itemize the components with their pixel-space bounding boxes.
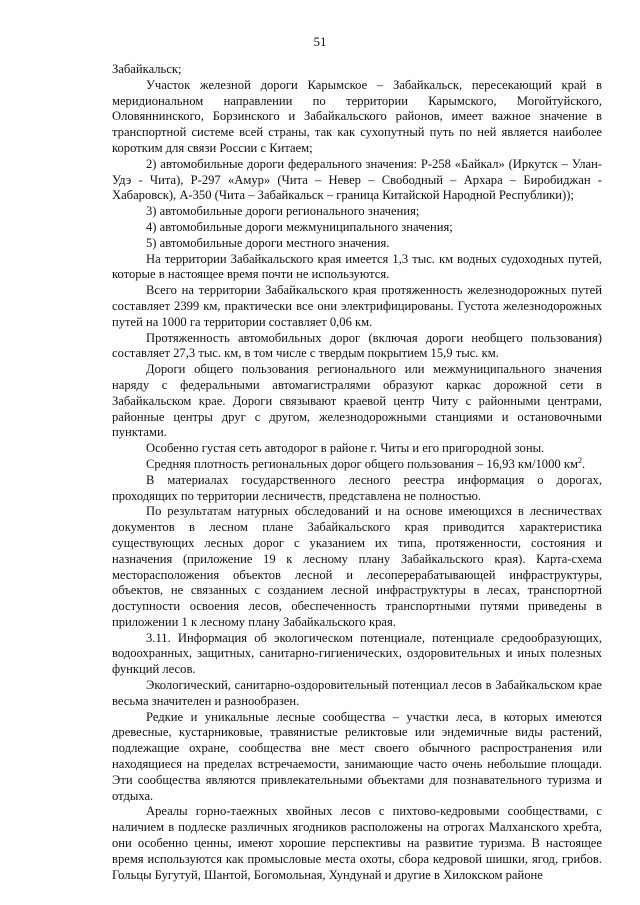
density-text: Средняя плотность региональных дорог общего пользования – 16,93 км/1000 км [146,456,578,471]
paragraph-2: Участок железной дороги Карымское – Забайкальск, пересекающий край в меридиональном направлении по территории Карымского, Могойтуйского, Оловяннинского, Борзинского и Забайкальского районов, имеет важное значение в транспортной системе всей страны, так как сухопутный путь по ней является наиболее коротким для связи России с Китаем; [112,77,602,155]
paragraph-12 [112,457,602,473]
paragraph-9: Протяженность автомобильных дорог (включая дороги необщего пользования) составляет 27,3 тыс. км, в том числе с твердым покрытием 15,9 тыс. км. [112,330,602,361]
paragraph-4: 3) автомобильные дороги регионального значения; [146,204,420,219]
paragraph-7: На территории Забайкальского края имеется 1,3 тыс. км водных судоходных путей, которые в настоящее время почти не используются. [112,251,602,282]
page-number: 51 [313,34,327,49]
paragraph-5: 4) автомобильные дороги межмуниципального значения; [146,219,453,234]
paragraph-16: Экологический, санитарно-оздоровительный потенциал лесов в Забайкальском крае весьма значителен и разнообразен. [112,678,602,708]
paragraph-6: 5) автомобильные дороги местного значения. [146,235,390,250]
document-body [112,62,602,883]
paragraph-13: В материалах государственного лесного реестра информация о дорогах, проходящих по территории лесничеств, представлена не полностью. [112,472,602,503]
paragraph-11: Особенно густая сеть автодорог в районе г. Читы и его пригородной зоны. [146,441,545,456]
density-unit-superscript: 2 [577,455,582,465]
paragraph-8: Всего на территории Забайкальского края протяженность железнодорожных путей составляет 2399 км, практически все они электрифицированы. Густота железнодорожных путей на 1000 га территории составляет 0,06 км. [112,283,602,329]
paragraph-15: 3.11. Информация об экологическом потенциале, потенциале средообразующих, водоохранных, защитных, санитарно-гигиенических, оздоровительных и иных полезных функций лесов. [112,630,602,677]
paragraph-3: 2) автомобильные дороги федерального значения: Р-258 «Байкал» (Иркутск – Улан-Удэ - Чита), Р-297 «Амур» (Чита – Невер – Свободный – Архара – Биробиджан - Хабаровск), А-350 (Чита – Забайкальск – граница Китайской Народной Республики)); [112,156,602,203]
density-end: . [581,456,586,471]
paragraph-18: Ареалы горно-таежных хвойных лесов с пихтово-кедровыми сообществами, с наличием в подлеске различных ягодников расположены на отрогах Малханского хребта, они особенно ценны, имеют хорошие перспективы на развитие туризма. В настоящее время используются как промысловые места охоты, сбора кедровой шишки, ягод, грибов. Гольцы Бугутуй, Шантой, Богомольная, Хундунай и другие в Хилокском районе [112,804,602,882]
paragraph-10: Дороги общего пользования регионального или межмуниципального значения наряду с федеральными автомагистралями образуют каркас дорожной сети в Забайкальском крае. Дороги связывают краевой центр Читу с районными центрами, районные центры друг с другом, железнодорожными станциями и остановочными пунктами. [112,362,602,440]
paragraph-1: Забайкальск; [112,62,182,76]
paragraph-14: По результатам натурных обследований и на основе имеющихся в лесничествах документов в лесном плане Забайкальского края приводится характеристика существующих лесных дорог с указанием их типа, протяженности, состояния и назначения (приложение 19 к лесному плану Забайкальского края). Карта-схема месторасположения объектов лесной и лесоперерабатывающей инфраструктуры, объектов, не связанных с созданием лесной инфраструктуры в лесах, транспортной доступности освоения лесов, обеспеченность транспортными путями приведены в приложении 1 к лесному плану Забайкальского края. [112,504,602,629]
paragraph-17: Редкие и уникальные лесные сообщества – участки леса, в которых имеются древесные, кустарниковые, травянистые реликтовые или эндемичные виды растений, подлежащие охране, сообщества вне мест своего обычного распространения или находящиеся на пределах встречаемости, занимающие часто очень небольшие площади. Эти сообщества являются привлекательными объектами для познавательного туризма и отдыха. [112,709,602,803]
